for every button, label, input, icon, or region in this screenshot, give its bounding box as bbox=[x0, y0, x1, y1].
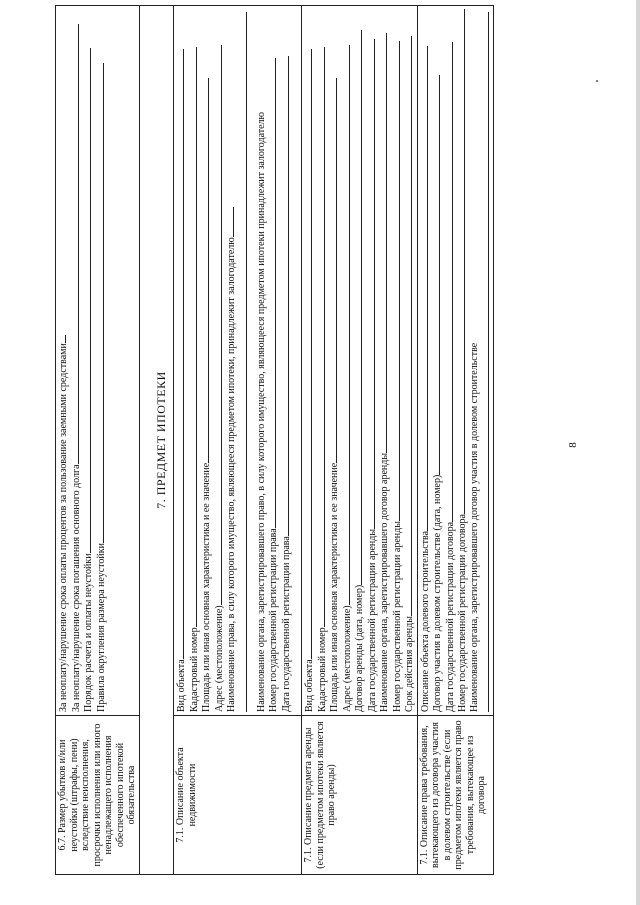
section-title: 7. ПРЕДМЕТ ИПОТЕКИ bbox=[139, 6, 174, 875]
field-label: Номер государственной регистрации права bbox=[268, 528, 279, 712]
row-lease bbox=[302, 6, 418, 875]
section-row bbox=[139, 6, 174, 875]
claim-label: 7.1. Описание права требования, вытекающего из договора участия в долевом строительстве (если предметом ипотеки является право требования, вытекающее из договора bbox=[417, 716, 494, 875]
mortgage-form-table bbox=[55, 5, 494, 875]
field-label: Дата государственной регистрации аренды bbox=[366, 528, 378, 712]
field-label: Площадь или иная основная характеристика и ее значение bbox=[329, 462, 340, 712]
field-label: Порядок расчета и оплаты неустойки bbox=[83, 553, 94, 712]
scan-edge bbox=[636, 0, 640, 905]
field-label: Описание объекта долевого строительства bbox=[419, 530, 431, 712]
field-label: Кадастровый номер bbox=[316, 627, 328, 712]
penalty-fields bbox=[56, 6, 140, 716]
field-label: Наименование права, в силу которого имущество, являющееся предметом ипотеки, принадлежит залогодателю bbox=[226, 237, 237, 712]
field-label: Адрес (местоположение) bbox=[341, 605, 353, 712]
lease-fields bbox=[302, 6, 418, 716]
field-label: Номер государственной регистрации аренды bbox=[391, 521, 403, 712]
field-label: Договор участия в долевом строительстве (дата, номер) bbox=[432, 474, 443, 712]
realty-fields bbox=[174, 6, 302, 716]
field-label: Правила округления размера неустойки bbox=[95, 543, 107, 712]
field-label: Договор аренды (дата, номер) bbox=[354, 584, 365, 712]
claim-fields bbox=[417, 6, 494, 716]
field-label: Наименование органа, зарегистрировавшего договор аренды bbox=[379, 452, 390, 712]
field-label: Вид объекта bbox=[304, 659, 315, 712]
field-label: Наименование органа, зарегистрировавшего договор участия в долевом строительстве bbox=[468, 342, 480, 712]
page-number: 8 bbox=[567, 442, 579, 448]
rotated-page bbox=[55, 5, 555, 875]
lease-label: 7.1. Описание предмета аренды (если предметом ипотеки является право аренды) bbox=[302, 716, 418, 875]
field-label: Наименование органа, зарегистрировавшего право, в силу которого имущество, являющееся предметом ипотеки принадлежит залогодателю bbox=[255, 111, 267, 712]
field-label: За неоплату/нарушение срока оплаты процентов за пользование заемными средствами bbox=[58, 343, 69, 712]
field-label: Срок действия аренды bbox=[404, 616, 415, 712]
field-label: Дата государственной регистрации договора bbox=[444, 521, 456, 712]
field-label: Вид объекта bbox=[176, 659, 187, 712]
field-label: Площадь или иная основная характеристика и ее значение bbox=[201, 462, 212, 712]
realty-label: 7.1. Описание объекта недвижимости bbox=[174, 716, 302, 875]
row-claim bbox=[417, 6, 494, 875]
field-label: Адрес (местоположение) bbox=[213, 605, 225, 712]
row-penalty bbox=[56, 6, 140, 875]
scan-speck bbox=[596, 80, 598, 82]
row-realty bbox=[174, 6, 302, 875]
penalty-label: 6.7. Размер убытков и/или неустойки (штрафы, пени) вследствие неисполнения, просрочки исполнения или иного ненадлежащего исполнения обеспеченного ипотекой обязательства bbox=[56, 716, 140, 875]
field-label: Дата государственной регистрации права bbox=[280, 536, 292, 712]
field-label: Кадастровый номер bbox=[188, 627, 200, 712]
field-label: Номер государственной регистрации договора bbox=[457, 514, 468, 712]
field-label: За неоплату/нарушение срока погашения основного долга bbox=[70, 464, 82, 712]
